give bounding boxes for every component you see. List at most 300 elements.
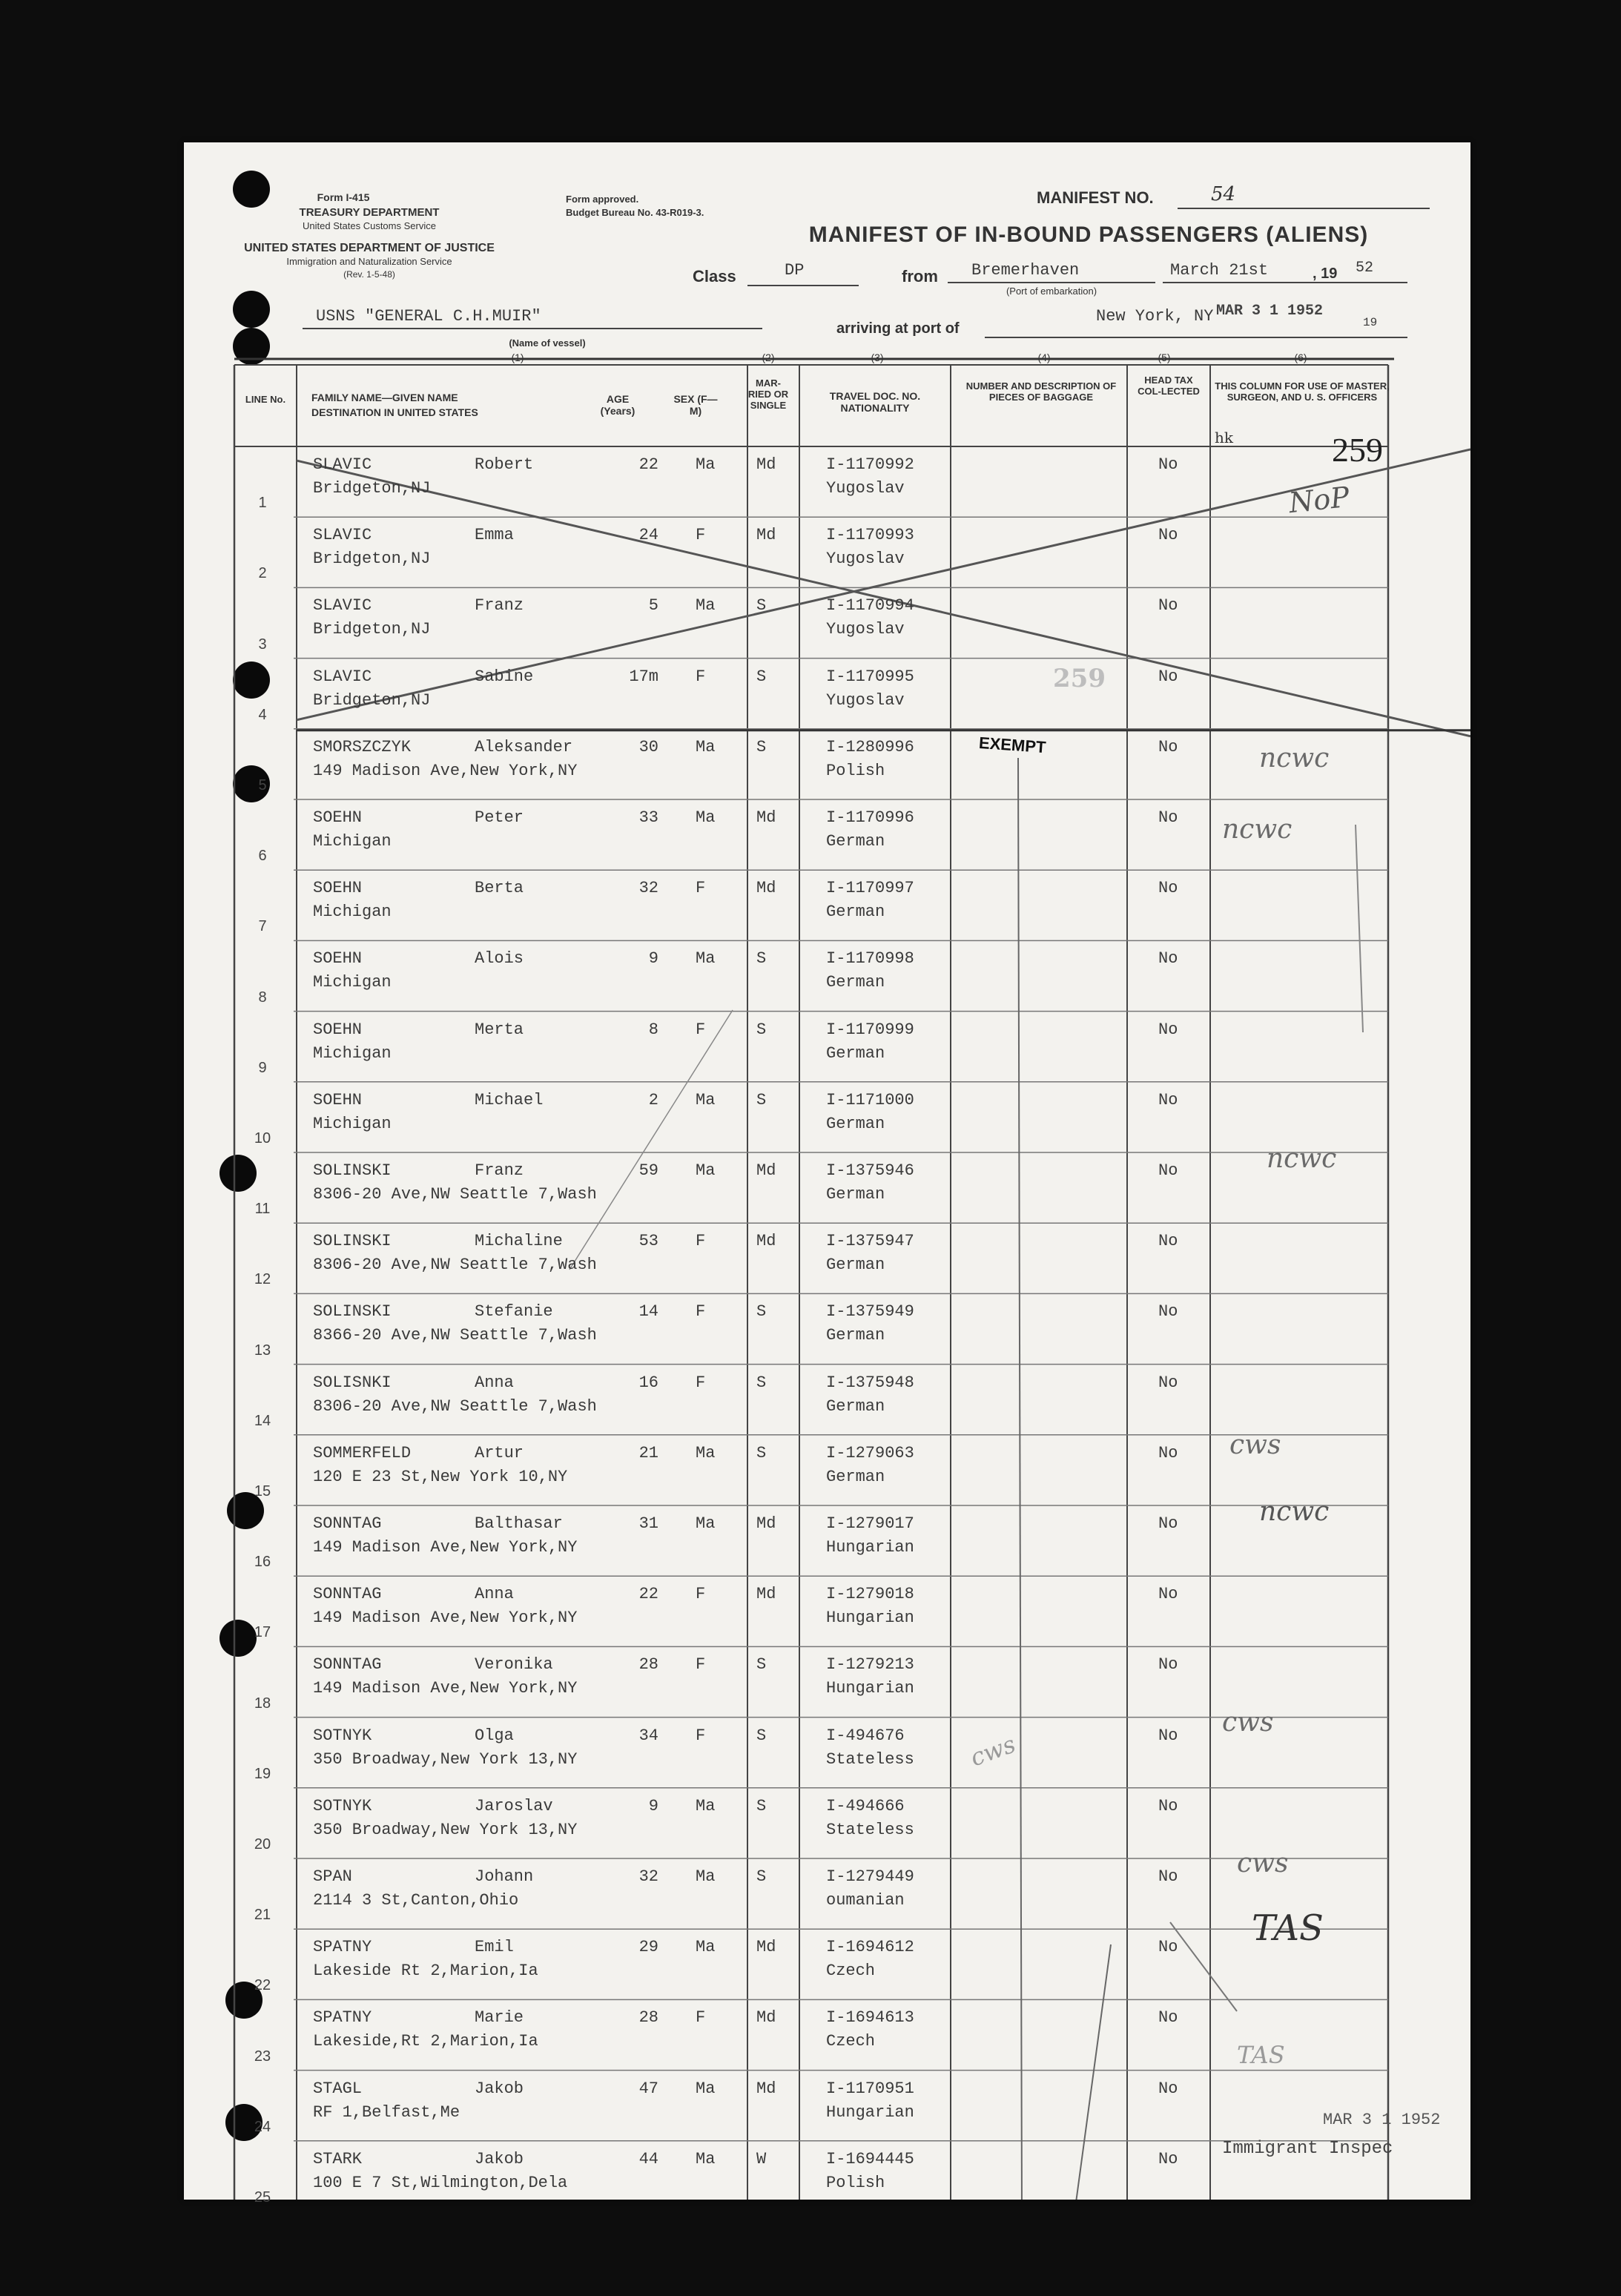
- form-id: Form I-415: [317, 191, 370, 203]
- family-name: SOLINSKI: [313, 1232, 392, 1251]
- line-number: 25: [254, 2189, 271, 2206]
- sex: Ma: [696, 808, 716, 827]
- line-number: 4: [258, 706, 267, 723]
- destination: Bridgeton,NJ: [313, 550, 431, 569]
- nationality: German: [826, 1326, 885, 1345]
- cws-note-15: cws: [1229, 1430, 1281, 1460]
- sex: F: [696, 879, 706, 898]
- manifest-title: MANIFEST OF IN-BOUND PASSENGERS (ALIENS): [808, 222, 1369, 247]
- sex: F: [696, 1020, 706, 1039]
- exempt-stamp: EXEMPT: [978, 733, 1047, 757]
- age: 59: [638, 1161, 658, 1180]
- line-number: 24: [254, 2118, 271, 2135]
- age: 53: [638, 1232, 658, 1251]
- nationality: German: [826, 973, 885, 992]
- ncwc-note-11: ncwc: [1267, 1144, 1337, 1174]
- line-number: 12: [254, 1271, 271, 1288]
- sex: F: [696, 1302, 706, 1322]
- destination: Bridgeton,NJ: [313, 479, 431, 498]
- family-name: SOLISNKI: [313, 1373, 392, 1392]
- nationality: German: [826, 1043, 885, 1063]
- head-tax: No: [1158, 455, 1178, 474]
- family-name: SOEHN: [313, 949, 363, 969]
- age: 24: [638, 526, 658, 545]
- head-tax: No: [1158, 1443, 1178, 1462]
- travel-doc-no: I-1170951: [826, 2079, 914, 2098]
- marital-status: S: [756, 1302, 767, 1322]
- travel-doc-no: I-1279017: [826, 1514, 914, 1533]
- head-tax: No: [1158, 1796, 1178, 1815]
- form-revision: (Rev. 1-5-48): [343, 269, 395, 280]
- destination: 120 E 23 St,New York 10,NY: [313, 1467, 568, 1486]
- nationality: Czech: [826, 1962, 876, 1981]
- family-name: SOTNYK: [313, 1796, 372, 1815]
- age: 22: [638, 1585, 658, 1604]
- given-name: Merta: [475, 1020, 524, 1039]
- head-tax: No: [1158, 879, 1178, 898]
- family-name: SOEHN: [313, 808, 363, 827]
- marital-status: Md: [756, 1232, 776, 1251]
- nationality: German: [826, 832, 885, 851]
- nationality: Hungarian: [826, 1679, 914, 1698]
- manifest-year: 52: [1356, 260, 1374, 277]
- marital-status: S: [756, 1726, 767, 1745]
- destination: Lakeside,Rt 2,Marion,Ia: [313, 2032, 538, 2051]
- travel-doc-no: I-1279449: [826, 1867, 914, 1886]
- age: 31: [638, 1514, 658, 1533]
- destination: Michigan: [313, 1043, 392, 1063]
- class-value: DP: [785, 261, 805, 280]
- manifest-no-label: MANIFEST NO.: [1037, 188, 1154, 207]
- ins-service: Immigration and Naturalization Service: [286, 256, 452, 267]
- travel-doc-no: I-1279063: [826, 1443, 914, 1462]
- travel-doc-no: I-1170992: [826, 455, 914, 474]
- manifest-no-value: 54: [1211, 183, 1236, 205]
- given-name: Anna: [475, 1373, 514, 1392]
- sex: Ma: [696, 1867, 716, 1886]
- sex: Ma: [696, 1090, 716, 1109]
- nationality: Hungarian: [826, 2102, 914, 2122]
- age: 9: [648, 949, 658, 969]
- stamp-259: 259: [1053, 664, 1106, 693]
- class-label: Class: [693, 267, 736, 286]
- line-number: 16: [254, 1554, 271, 1571]
- destination: Michigan: [313, 832, 392, 851]
- head-tax: No: [1158, 2008, 1178, 2028]
- family-name: SOTNYK: [313, 1726, 372, 1745]
- manifest-date: March 21st: [1170, 261, 1269, 280]
- nationality: German: [826, 1396, 885, 1416]
- nationality: Yugoslav: [826, 690, 905, 710]
- col-header-age: AGE (Years): [600, 393, 635, 418]
- travel-doc-no: I-1375948: [826, 1373, 914, 1392]
- destination: 149 Madison Ave,New York,NY: [313, 1538, 578, 1557]
- sex: Ma: [696, 596, 716, 616]
- budget-bureau: Budget Bureau No. 43-R019-3.: [566, 207, 704, 218]
- marital-status: Md: [756, 1938, 776, 1957]
- given-name: Veronika: [475, 1655, 553, 1675]
- travel-doc-no: I-494666: [826, 1796, 905, 1815]
- family-name: SONNTAG: [313, 1585, 382, 1604]
- destination: 149 Madison Ave,New York,NY: [313, 1679, 578, 1698]
- age: 14: [638, 1302, 658, 1322]
- embarkation-port: Bremerhaven: [971, 261, 1080, 280]
- age: 30: [638, 737, 658, 756]
- vessel-label: (Name of vessel): [509, 337, 586, 349]
- nationality: Czech: [826, 2032, 876, 2051]
- marital-status: S: [756, 1373, 767, 1392]
- line-number: 5: [258, 777, 267, 794]
- family-name: SOMMERFELD: [313, 1443, 412, 1462]
- marital-status: Md: [756, 455, 776, 474]
- pen-stroke: [1170, 1922, 1237, 2011]
- col-header-officers: THIS COLUMN FOR USE OF MASTER, SURGEON, AND U. S. OFFICERS: [1215, 380, 1390, 403]
- travel-doc-no: I-1170998: [826, 949, 914, 969]
- nationality: German: [826, 1185, 885, 1204]
- marital-status: Md: [756, 2079, 776, 2098]
- marital-status: Md: [756, 879, 776, 898]
- hk-note: hk: [1215, 429, 1233, 446]
- travel-doc-no: I-1170993: [826, 526, 914, 545]
- age: 2: [648, 1090, 658, 1109]
- given-name: Jakob: [475, 2079, 524, 2098]
- age: 28: [638, 1655, 658, 1675]
- sex: Ma: [696, 1514, 716, 1533]
- marital-status: S: [756, 1020, 767, 1039]
- destination: Bridgeton,NJ: [313, 690, 431, 710]
- head-tax: No: [1158, 737, 1178, 756]
- nationality: oumanian: [826, 1891, 905, 1910]
- nationality: German: [826, 903, 885, 922]
- given-name: Berta: [475, 879, 524, 898]
- line-number: 8: [258, 989, 267, 1006]
- sex: F: [696, 667, 706, 686]
- given-name: Anna: [475, 1585, 514, 1604]
- given-name: Peter: [475, 808, 524, 827]
- travel-doc-no: I-494676: [826, 1726, 905, 1745]
- given-name: Stefanie: [475, 1302, 553, 1322]
- nationality: Polish: [826, 761, 885, 780]
- col-header-line: LINE No.: [245, 394, 286, 405]
- family-name: STARK: [313, 2149, 363, 2168]
- given-name: Franz: [475, 596, 524, 616]
- travel-doc-no: I-1170995: [826, 667, 914, 686]
- destination: Michigan: [313, 903, 392, 922]
- line-number: 18: [254, 1695, 271, 1712]
- head-tax: No: [1158, 1938, 1178, 1957]
- family-name: STAGL: [313, 2079, 363, 2098]
- travel-doc-no: I-1279213: [826, 1655, 914, 1675]
- travel-doc-no: I-1171000: [826, 1090, 914, 1109]
- marital-status: W: [756, 2149, 767, 2168]
- nationality: Yugoslav: [826, 620, 905, 639]
- head-tax: No: [1158, 1232, 1178, 1251]
- head-tax: No: [1158, 667, 1178, 686]
- col-header-tax: HEAD TAX COL-LECTED: [1138, 375, 1200, 397]
- nationality: Stateless: [826, 1749, 914, 1769]
- cws-note-baggage: cws: [966, 1729, 1020, 1772]
- travel-doc-no: I-1280996: [826, 737, 914, 756]
- inspection-stamp-date: MAR 3 1 1952: [1323, 2111, 1441, 2129]
- marital-status: S: [756, 949, 767, 969]
- given-name: Emma: [475, 526, 514, 545]
- head-tax: No: [1158, 949, 1178, 969]
- travel-doc-no: I-1375946: [826, 1161, 914, 1180]
- line-number: 3: [258, 636, 267, 653]
- colnum-3: (3): [871, 352, 884, 363]
- head-tax: No: [1158, 1090, 1178, 1109]
- destination: 8306-20 Ave,NW Seattle 7,Wash: [313, 1396, 597, 1416]
- colnum-2: (2): [762, 352, 775, 363]
- line-number: 15: [254, 1483, 271, 1500]
- cws-note-19: cws: [1222, 1707, 1274, 1738]
- marital-status: Md: [756, 1161, 776, 1180]
- nop-note: NoP: [1287, 480, 1351, 520]
- given-name: Michaline: [475, 1232, 563, 1251]
- head-tax: No: [1158, 1655, 1178, 1675]
- line-number: 13: [254, 1342, 271, 1359]
- colnum-5: (5): [1158, 352, 1171, 363]
- travel-doc-no: I-1694612: [826, 1938, 914, 1957]
- line-number: 9: [258, 1059, 267, 1076]
- age: 47: [638, 2079, 658, 2098]
- sex: Ma: [696, 2079, 716, 2098]
- head-tax: No: [1158, 1373, 1178, 1392]
- age: 32: [638, 879, 658, 898]
- marital-status: Md: [756, 1514, 776, 1533]
- nationality: German: [826, 1114, 885, 1133]
- given-name: Artur: [475, 1443, 524, 1462]
- customs-service: United States Customs Service: [303, 220, 436, 231]
- head-tax: No: [1158, 1020, 1178, 1039]
- family-name: SONNTAG: [313, 1514, 382, 1533]
- sex: Ma: [696, 737, 716, 756]
- embarkation-label: (Port of embarkation): [1006, 286, 1097, 297]
- line-number: 6: [258, 848, 267, 865]
- marital-status: S: [756, 737, 767, 756]
- sex: F: [696, 1726, 706, 1745]
- line-number: 14: [254, 1412, 271, 1429]
- travel-doc-no: I-1279018: [826, 1585, 914, 1604]
- given-name: Jakob: [475, 2149, 524, 2168]
- line-number: 11: [254, 1201, 271, 1218]
- tas-note: TAS: [1252, 1907, 1324, 1949]
- ncwc-note-6: ncwc: [1222, 814, 1292, 845]
- form-approval: Form approved.: [566, 194, 639, 205]
- age: 16: [638, 1373, 658, 1392]
- manifest-sheet: [184, 142, 1470, 2206]
- marital-status: S: [756, 667, 767, 686]
- ncwc-note-16: ncwc: [1259, 1497, 1330, 1527]
- colnum-1: (1): [511, 352, 524, 363]
- col-header-baggage: NUMBER AND DESCRIPTION OF PIECES OF BAGGAGE: [965, 380, 1117, 403]
- family-name: SLAVIC: [313, 526, 372, 545]
- head-tax: No: [1158, 808, 1178, 827]
- head-tax: No: [1158, 1514, 1178, 1533]
- nationality: Stateless: [826, 1820, 914, 1839]
- nationality: Yugoslav: [826, 550, 905, 569]
- destination: 149 Madison Ave,New York,NY: [313, 761, 578, 780]
- arrival-stamp: MAR 3 1 1952: [1216, 303, 1324, 320]
- head-tax: No: [1158, 2149, 1178, 2168]
- age: 21: [638, 1443, 658, 1462]
- family-name: SPATNY: [313, 2008, 372, 2028]
- head-tax: No: [1158, 1302, 1178, 1322]
- family-name: SMORSZCZYK: [313, 737, 412, 756]
- nationality: Hungarian: [826, 1538, 914, 1557]
- nationality: German: [826, 1467, 885, 1486]
- given-name: Jaroslav: [475, 1796, 553, 1815]
- marital-status: Md: [756, 2008, 776, 2028]
- given-name: Alois: [475, 949, 524, 969]
- sex: F: [696, 1373, 706, 1392]
- sex: F: [696, 1232, 706, 1251]
- pen-stroke: [1018, 758, 1022, 2200]
- family-name: SPAN: [313, 1867, 352, 1886]
- family-name: SLAVIC: [313, 596, 372, 616]
- destination: Bridgeton,NJ: [313, 620, 431, 639]
- destination: 8366-20 Ave,NW Seattle 7,Wash: [313, 1326, 597, 1345]
- given-name: Sabine: [475, 667, 534, 686]
- cws-note-21: cws: [1237, 1848, 1289, 1878]
- travel-doc-no: I-1694445: [826, 2149, 914, 2168]
- line-number: 2: [258, 565, 267, 582]
- head-tax: No: [1158, 2079, 1178, 2098]
- travel-doc-no: I-1170999: [826, 1020, 914, 1039]
- line-number: 1: [258, 495, 267, 512]
- travel-doc-no: I-1375949: [826, 1302, 914, 1322]
- age: 33: [638, 808, 658, 827]
- ncwc-note-5: ncwc: [1259, 743, 1330, 773]
- sex: F: [696, 526, 706, 545]
- arriving-label: arriving at port of: [836, 320, 960, 337]
- given-name: Emil: [475, 1938, 514, 1957]
- from-label: from: [902, 267, 938, 286]
- sex: Ma: [696, 2149, 716, 2168]
- age: 44: [638, 2149, 658, 2168]
- sex: Ma: [696, 455, 716, 474]
- destination: 350 Broadway,New York 13,NY: [313, 1749, 578, 1769]
- marital-status: S: [756, 596, 767, 616]
- family-name: SOLINSKI: [313, 1161, 392, 1180]
- given-name: Johann: [475, 1867, 534, 1886]
- sex: F: [696, 1585, 706, 1604]
- marital-status: S: [756, 1655, 767, 1675]
- family-name: SOEHN: [313, 879, 363, 898]
- family-name: SPATNY: [313, 1938, 372, 1957]
- head-tax: No: [1158, 526, 1178, 545]
- line-number: 23: [254, 2048, 271, 2065]
- travel-doc-no: I-1694613: [826, 2008, 914, 2028]
- marital-status: S: [756, 1090, 767, 1109]
- destination: 8306-20 Ave,NW Seattle 7,Wash: [313, 1256, 597, 1275]
- colnum-6: (6): [1294, 352, 1307, 363]
- vessel-name: USNS "GENERAL C.H.MUIR": [316, 307, 541, 326]
- given-name: Aleksander: [475, 737, 573, 756]
- given-name: Michael: [475, 1090, 544, 1109]
- line-number: 19: [254, 1765, 271, 1782]
- marital-status: Md: [756, 1585, 776, 1604]
- head-tax: No: [1158, 1161, 1178, 1180]
- destination: 8306-20 Ave,NW Seattle 7,Wash: [313, 1185, 597, 1204]
- age: 34: [638, 1726, 658, 1745]
- col-header-dest: DESTINATION IN UNITED STATES: [311, 406, 478, 418]
- line-number: 21: [254, 1907, 271, 1924]
- destination: Michigan: [313, 1114, 392, 1133]
- col-header-name: FAMILY NAME—GIVEN NAME: [311, 392, 458, 403]
- given-name: Franz: [475, 1161, 524, 1180]
- col-header-travel: TRAVEL DOC. NO. NATIONALITY: [829, 390, 921, 415]
- colnum-4: (4): [1037, 352, 1051, 363]
- inspection-stamp-text: Immigrant Inspec: [1222, 2139, 1393, 2159]
- pen-stroke: [570, 1010, 733, 1270]
- given-name: Balthasar: [475, 1514, 563, 1533]
- head-tax: No: [1158, 1726, 1178, 1745]
- age: 22: [638, 455, 658, 474]
- line-number: 22: [254, 1977, 271, 1994]
- sex: Ma: [696, 1443, 716, 1462]
- destination: 100 E 7 St,Wilmington,Dela: [313, 2173, 568, 2192]
- col-header-married: MAR-RIED OR SINGLE: [747, 377, 789, 411]
- sex: Ma: [696, 1161, 716, 1180]
- marital-status: Md: [756, 808, 776, 827]
- sex: Ma: [696, 1938, 716, 1957]
- destination: 350 Broadway,New York 13,NY: [313, 1820, 578, 1839]
- age: 17m: [629, 667, 658, 686]
- col-header-sex: SEX (F—M): [673, 393, 718, 418]
- line-number: 7: [258, 918, 267, 935]
- nationality: Polish: [826, 2173, 885, 2192]
- sex: Ma: [696, 1796, 716, 1815]
- family-name: SOEHN: [313, 1020, 363, 1039]
- given-name: Robert: [475, 455, 534, 474]
- marital-status: Md: [756, 526, 776, 545]
- sex: F: [696, 2008, 706, 2028]
- marital-status: S: [756, 1796, 767, 1815]
- family-name: SOLINSKI: [313, 1302, 392, 1322]
- head-tax: No: [1158, 1867, 1178, 1886]
- sex: F: [696, 1655, 706, 1675]
- destination: 2114 3 St,Canton,Ohio: [313, 1891, 519, 1910]
- arrival-year-prefix: 19: [1363, 316, 1378, 329]
- pen-stroke: [1356, 825, 1363, 1032]
- travel-doc-no: I-1170996: [826, 808, 914, 827]
- family-name: SLAVIC: [313, 667, 372, 686]
- age: 9: [648, 1796, 658, 1815]
- line-number: 20: [254, 1836, 271, 1853]
- travel-doc-no: I-1375947: [826, 1232, 914, 1251]
- family-name: SOEHN: [313, 1090, 363, 1109]
- line-number: 10: [254, 1130, 271, 1147]
- justice-dept: UNITED STATES DEPARTMENT OF JUSTICE: [244, 242, 495, 254]
- line-number: 17: [254, 1624, 271, 1641]
- destination: 149 Madison Ave,New York,NY: [313, 1609, 578, 1628]
- age: 29: [638, 1938, 658, 1957]
- destination: RF 1,Belfast,Me: [313, 2102, 460, 2122]
- age: 5: [648, 596, 658, 616]
- nationality: Yugoslav: [826, 479, 905, 498]
- family-name: SLAVIC: [313, 455, 372, 474]
- travel-doc-no: I-1170997: [826, 879, 914, 898]
- nationality: Hungarian: [826, 1609, 914, 1628]
- pen-stroke: [1074, 1944, 1111, 2200]
- marital-status: S: [756, 1867, 767, 1886]
- head-tax: No: [1158, 596, 1178, 616]
- age: 8: [648, 1020, 658, 1039]
- family-name: SONNTAG: [313, 1655, 382, 1675]
- destination: Lakeside Rt 2,Marion,Ia: [313, 1962, 538, 1981]
- nationality: German: [826, 1256, 885, 1275]
